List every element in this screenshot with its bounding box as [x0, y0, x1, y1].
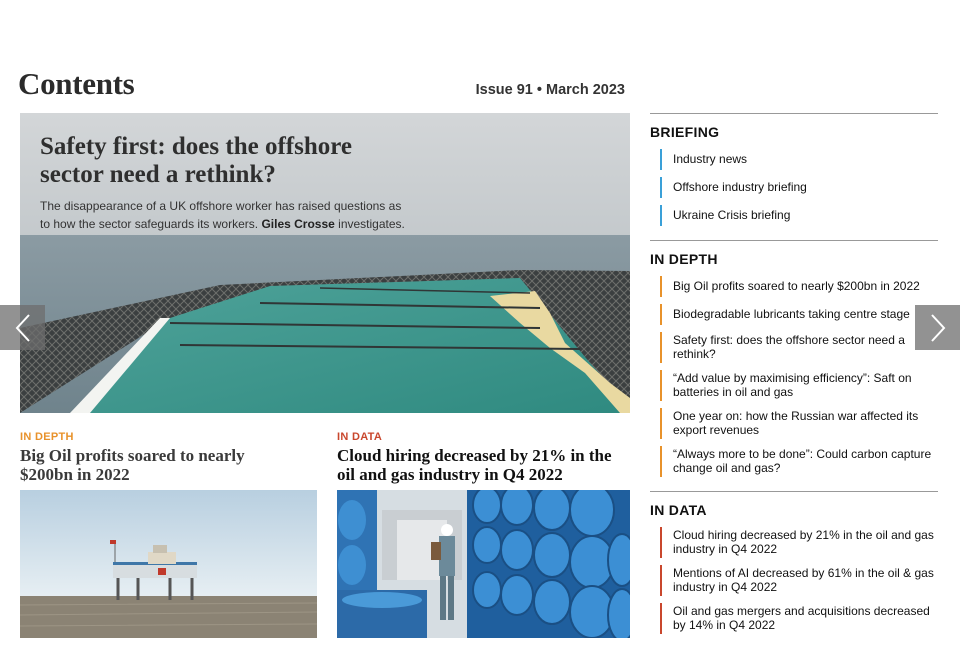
page-title: Contents [18, 66, 135, 101]
sidebar-link[interactable]: Industry news [660, 149, 938, 170]
hero-text [40, 133, 410, 233]
sidebar-section-in-data [650, 491, 938, 648]
previous-slide-button[interactable] [0, 305, 45, 350]
sidebar-link[interactable]: Ukraine Crisis briefing [660, 205, 938, 226]
card-category: IN DEPTH [20, 431, 74, 443]
card-image [337, 490, 630, 638]
hero-description: The disappearance of a UK offshore worker has raised questions as to how the sector safeguards its workers. Giles Crosse investigates. [40, 199, 405, 231]
sidebar-link[interactable]: Offshore industry briefing [660, 177, 938, 198]
sidebar-section-in-depth [650, 240, 938, 491]
contents-sidebar [650, 113, 938, 648]
sidebar-link[interactable]: Mentions of AI decreased by 61% in the oil & gas industry in Q4 2022 [660, 565, 938, 596]
section-heading: IN DEPTH [650, 251, 718, 267]
sidebar-link[interactable]: Cloud hiring decreased by 21% in the oil and gas industry in Q4 2022 [660, 527, 938, 558]
chevron-left-icon [14, 313, 32, 343]
card-title[interactable]: Cloud hiring decreased by 21% in the oil and gas industry in Q4 2022 [337, 446, 612, 484]
hero-author: Giles Crosse [261, 217, 335, 231]
sidebar-link[interactable]: Safety first: does the offshore sector need a rethink? [660, 332, 938, 363]
hero-title[interactable]: Safety first: does the offshore sector need a rethink? [40, 133, 352, 188]
article-card-cloud-hiring[interactable] [337, 431, 630, 484]
section-heading: IN DATA [650, 502, 707, 518]
section-heading: BRIEFING [650, 124, 720, 140]
sidebar-link[interactable]: Oil and gas mergers and acquisitions decreased by 14% in Q4 2022 [660, 603, 938, 634]
card-image [20, 490, 317, 638]
sidebar-link[interactable]: “Always more to be done”: Could carbon capture change oil and gas? [660, 446, 938, 477]
sidebar-link[interactable]: Big Oil profits soared to nearly $200bn in 2022 [660, 276, 938, 297]
sidebar-section-briefing [650, 113, 938, 240]
issue-label: Issue 91 • March 2023 [475, 82, 625, 98]
sidebar-link[interactable]: “Add value by maximising efficiency”: Saft on batteries in oil and gas [660, 370, 938, 401]
sidebar-link[interactable]: Biodegradable lubricants taking centre stage [660, 304, 938, 325]
card-title[interactable]: Big Oil profits soared to nearly $200bn in 2022 [20, 446, 245, 484]
card-category: IN DATA [337, 431, 383, 443]
sidebar-link[interactable]: One year on: how the Russian war affected its export revenues [660, 408, 938, 439]
hero-feature[interactable] [20, 113, 630, 413]
article-card-big-oil[interactable] [20, 431, 317, 484]
